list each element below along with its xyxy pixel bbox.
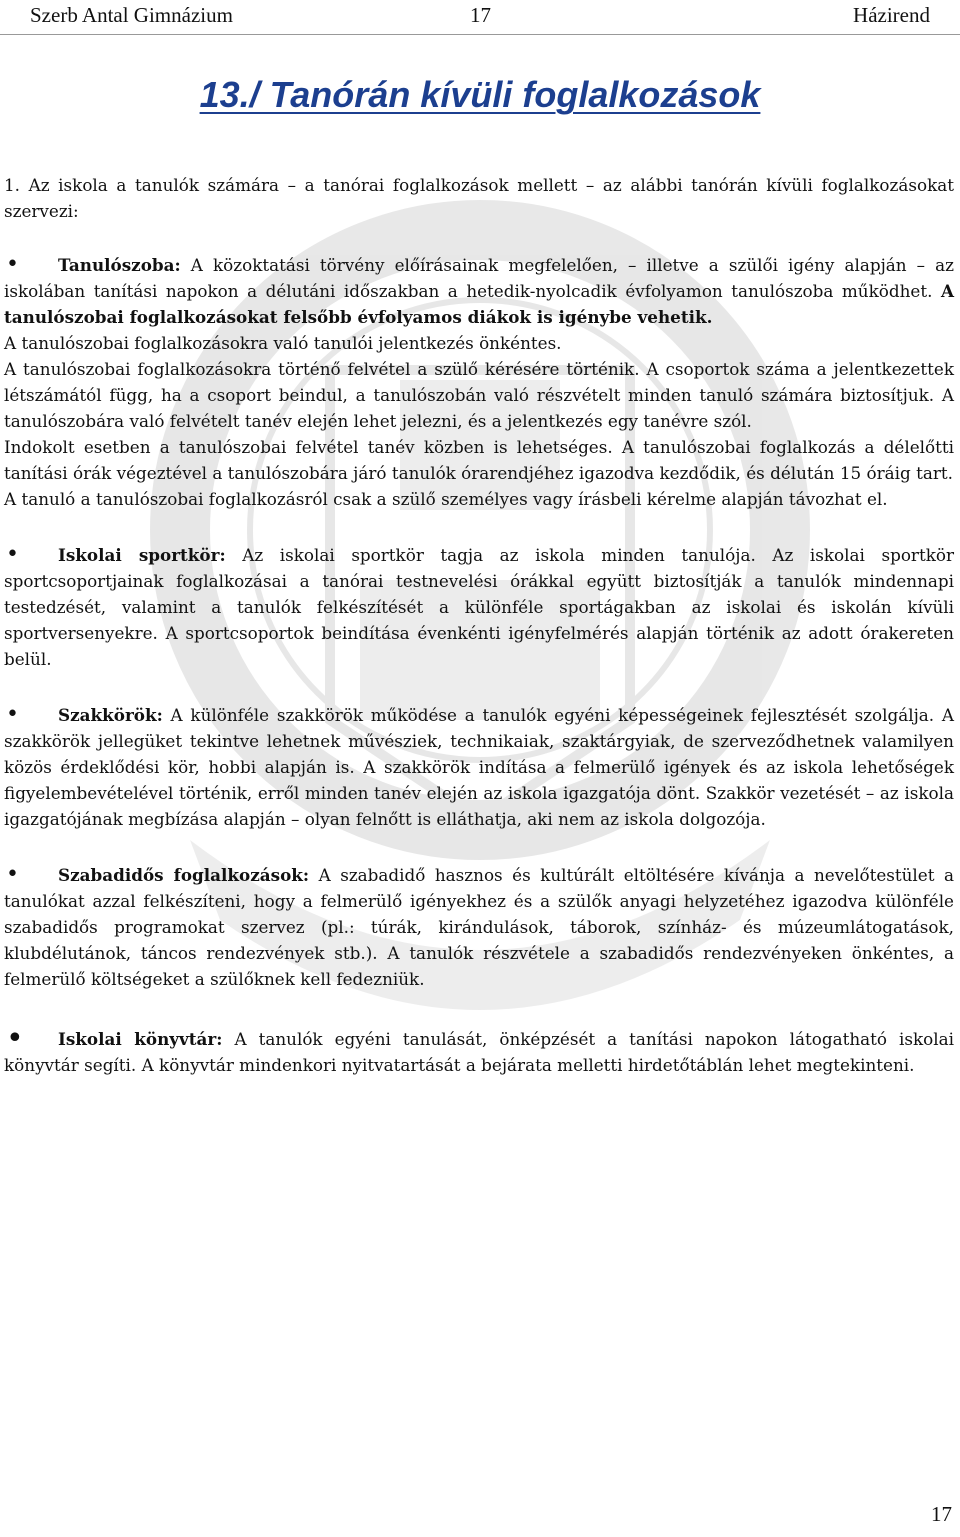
tanuloszoba-paragraph-4: Indokolt esetben a tanulószobai felvétel tanév közben is lehetséges. A tanulószobai foglalkozás a délelőtti tanítási órák végeztével a tanulószobára járó tanulók órarendjéhez igazodva kezdődik, és délután 15 óráig tart.	[4, 437, 954, 483]
szabadido-text: A szabadidő hasznos és kultúrált eltöltésére kívánja a nevelőtestület a tanulókat azzal felkészíteni, hogy a felmerülő igényekhez és a szülők anyagi helyzetéhez igazodva különféle szabadidős programokat szervez (pl.: túrák, kirándulások, táborok, színház- és múzeumlátogatások, klubdélutánok, táncos rendezvények stb.). A tanulók részvétele a szabadidős rendezvényeken önkéntes, a felmerülő költségeket a szülőknek kell fedezniük.	[4, 865, 954, 989]
szakkorok-label: Szakkörök:	[58, 705, 163, 725]
list-item-szakkorok	[4, 702, 954, 832]
list-item-szabadido	[4, 862, 954, 992]
list-item-tanuloszoba	[4, 252, 954, 330]
sportkor-text: Az iskolai sportkör tagja az iskola minden tanulója. Az iskolai sportkör sportcsoportjainak foglalkozásai a tanórai testnevelési órákkal együtt biztosítják a tanulók mindennapi testedzését, valamint a tanulók felkészítését a különféle sportágakban az iskolai és iskolán kívüli sportversenyekre. A sportcsoportok beindítása évenkénti igényfelmérés alapján történik az adott órakereten belül.	[4, 545, 954, 669]
list-item-sportkor	[4, 542, 954, 672]
tanuloszoba-bold-text: A tanulószobai foglalkozásokat felsőbb évfolyamos diákok is igénybe vehetik.	[4, 281, 954, 327]
szakkorok-text: A különféle szakkörök működése a tanulók egyéni képességeinek fejlesztését szolgálja. A szakkörök jellegüket tekintve lehetnek művésziek, technikaiak, szaktárgyiak, de szerveződhetnek valamilyen közös érdeklődési kör, hobbi alapján is. A szakkörök indítása a felmerülő igények és az iskola lehetőségek figyelembevételével történik, erről minden tanév elején az iskola igazgatója dönt. Szakkör vezetését – az iskola igazgatójának megbízása alapján – olyan felnőtt is elláthatja, aki nem az iskola dolgozója.	[4, 705, 954, 829]
document-body	[4, 172, 954, 1078]
bullet-dot-icon: •	[6, 252, 19, 277]
bullet-dot-icon: •	[6, 702, 19, 727]
header-page-number: 17	[470, 3, 491, 27]
konyvtar-text: A tanulók egyéni tanulását, önképzését a tanítási napokon látogatható iskolai könyvtár segíti. A könyvtár mindenkori nyitvatartását a bejárata melletti hirdetőtáblán lehet megtekinteni.	[4, 1029, 954, 1075]
bullet-dot-icon: •	[6, 1021, 24, 1056]
konyvtar-label: Iskolai könyvtár:	[58, 1029, 223, 1049]
tanuloszoba-text: A közoktatási törvény előírásainak megfelelően, – illetve a szülői igény alapján – az iskolában tanítási napokon a délutáni időszakban a hetedik-nyolcadik évfolyamon tanulószoba működhet.	[4, 255, 954, 301]
bullet-dot-icon: •	[6, 862, 19, 887]
footer-page-number: 17	[931, 1502, 952, 1526]
tanuloszoba-label: Tanulószoba:	[58, 255, 181, 275]
list-item-konyvtar	[4, 1021, 954, 1078]
tanuloszoba-paragraph-5: A tanuló a tanulószobai foglalkozásról csak a szülő személyes vagy írásbeli kérelme alapján távozhat el.	[4, 489, 888, 509]
bullet-dot-icon: •	[6, 542, 19, 567]
section-title: 13./ Tanórán kívüli foglalkozások	[199, 74, 761, 115]
tanuloszoba-paragraph-3: A tanulószobai foglalkozásokra történő felvétel a szülő kérésére történik. A csoportok száma a jelentkezettek létszámától függ, ha a csoport beindul, a tanulószobán való részvételt minden tanuló számára biztosítjuk. A tanulószobára való felvételt tanév elején lehet jelezni, és a jelentkezés egy tanévre szól.	[4, 359, 954, 431]
szabadido-label: Szabadidős foglalkozások:	[58, 865, 310, 885]
header-document: Házirend	[853, 3, 930, 27]
page-header	[0, 0, 960, 35]
sportkor-label: Iskolai sportkör:	[58, 545, 226, 565]
intro-paragraph: 1. Az iskola a tanulók számára – a tanórai foglalkozások mellett – az alábbi tanórán kívüli foglalkozásokat szervezi:	[4, 175, 954, 221]
header-school: Szerb Antal Gimnázium	[30, 3, 233, 27]
tanuloszoba-paragraph-2: A tanulószobai foglalkozásokra való tanulói jelentkezés önkéntes.	[4, 333, 562, 353]
